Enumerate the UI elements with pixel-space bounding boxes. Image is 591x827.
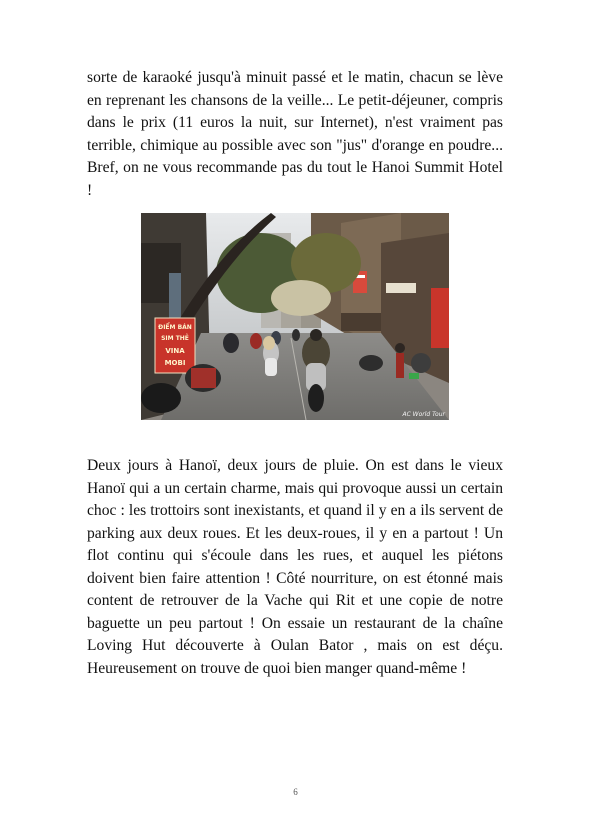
street-scene-illustration bbox=[141, 213, 449, 420]
photo-credit: AC World Tour bbox=[402, 411, 445, 418]
svg-text:MOBI: MOBI bbox=[164, 359, 186, 367]
paragraph-1: sorte de karaoké jusqu'à minuit passé et le matin, chacun se lève en reprenant les chansons de la veille... Le petit-déjeuner, compris dans le prix (11 euros la nuit, sur Internet), n'est vraiment pas terrible, chimique au possible avec son "jus" d'orange en poudre... Bref, on ne vous recommande pas du tout le Hanoi Summit Hotel ! bbox=[87, 69, 503, 199]
svg-text:SIM THẺ: SIM THẺ bbox=[161, 335, 189, 342]
page-number: 6 bbox=[293, 787, 298, 797]
svg-text:VINA: VINA bbox=[165, 347, 185, 355]
paragraph-2: Deux jours à Hanoï, deux jours de pluie. On est dans le vieux Hanoï qui a un certain charme, mais qui provoque aussi un certain choc : les trottoirs sont inexistants, et quand il y en a ils servent de parking aux deux roues. Et les deux-roues, il y en a partout ! Un flot continu qui s'écoule dans les rues, et auquel les piétons doivent bien faire attention ! Côté nourriture, on est étonné mais content de retrouver de la Vache qui Rit et une copie de notre baguette un peu partout ! On essaie un restaurant de la chaîne Loving Hut découverte à Oulan Bator , mais on est déçu. Heureusement on trouve de quoi bien manger quand-même ! bbox=[87, 457, 503, 677]
sim-card-sign bbox=[155, 318, 195, 373]
svg-text:ĐIỂM BÁN: ĐIỂM BÁN bbox=[158, 324, 192, 331]
street-photo bbox=[141, 213, 449, 420]
